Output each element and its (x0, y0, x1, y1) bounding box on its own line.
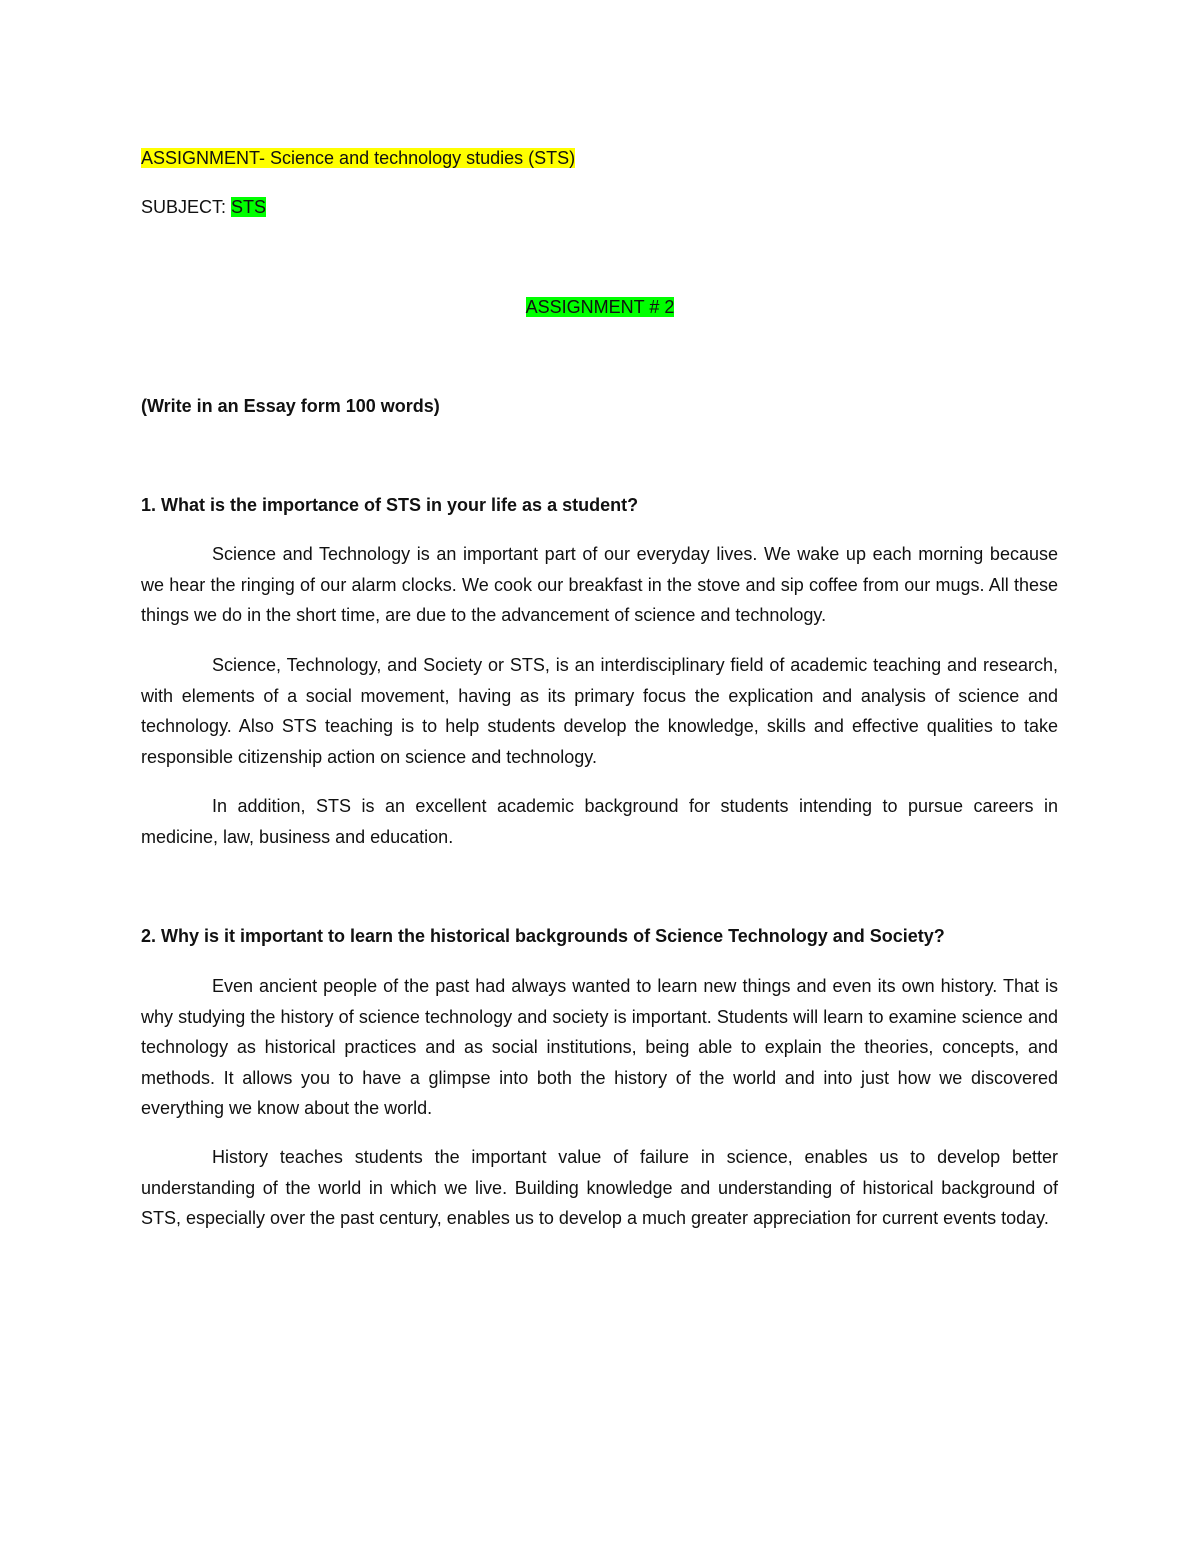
question-1-paragraph-2: Science, Technology, and Society or STS, is an interdisciplinary field of academic teaching and research, with elements of a social movement, having as its primary focus the explication and analysis of science and technology. Also STS teaching is to help students develop the knowledge, skills and effective qualities to take responsible citizenship action on science and technology. (141, 655, 1058, 767)
subject-label: SUBJECT: (141, 197, 232, 217)
instruction: (Write in an Essay form 100 words) (141, 396, 440, 416)
assignment-number: ASSIGNMENT # 2 (525, 297, 675, 317)
question-1-heading: 1. What is the importance of STS in your life as a student? (141, 495, 639, 515)
question-1-paragraph-1: Science and Technology is an important part of our everyday lives. We wake up each morning because we hear the ringing of our alarm clocks. We cook our breakfast in the stove and sip coffee from our mugs. All these things we do in the short time, are due to the advancement of science and technology. (141, 544, 1058, 625)
assignment-title-text: ASSIGNMENT- Science and technology studies (STS) (141, 148, 576, 168)
question-2-heading: 2. Why is it important to learn the historical backgrounds of Science Technology and Society? (141, 926, 945, 946)
assignment-number-line (0, 296, 1200, 318)
question-1-paragraph-3: In addition, STS is an excellent academic background for students intending to pursue careers in medicine, law, business and education. (141, 796, 1058, 847)
question-2-paragraph-2: History teaches students the important value of failure in science, enables us to develop better understanding of the world in which we live. Building knowledge and understanding of historical background of STS, especially over the past century, enables us to develop a much greater appreciation for current events today. (141, 1147, 1058, 1228)
subject-value: STS (231, 197, 267, 217)
assignment-title (141, 147, 575, 169)
question-2-paragraph-1: Even ancient people of the past had always wanted to learn new things and even its own history. That is why studying the history of science technology and society is important. Students will learn to examine science and technology as historical practices and as social institutions, being able to explain the theories, concepts, and methods. It allows you to have a glimpse into both the history of the world and into just how we discovered everything we know about the world. (141, 976, 1058, 1118)
subject-line (141, 196, 266, 218)
